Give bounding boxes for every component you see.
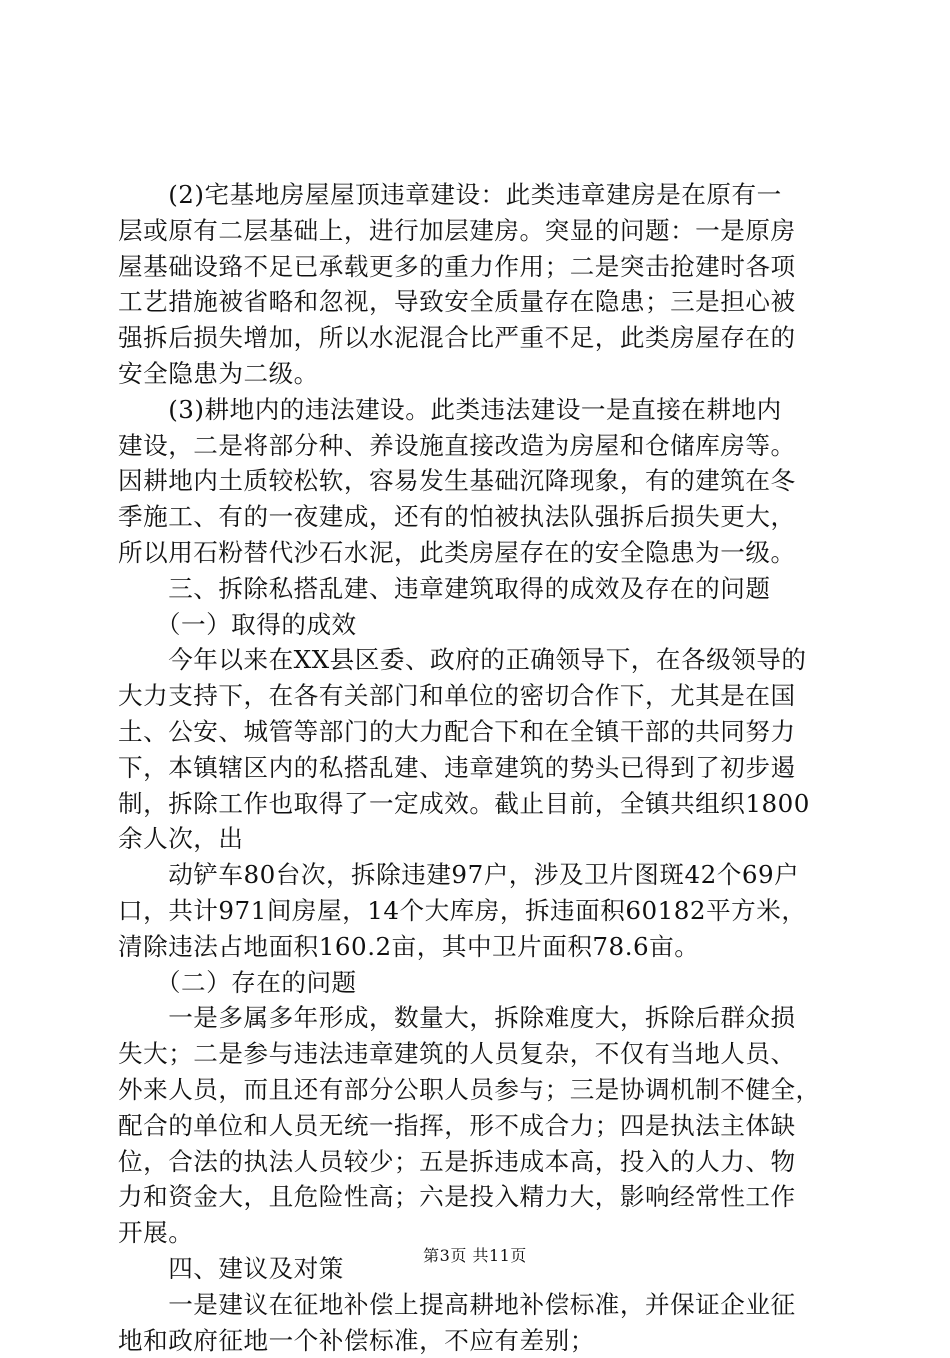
text-line: (3)耕地内的违法建设。此类违法建设一是直接在耕地内 <box>118 392 830 428</box>
text-line: 一是建议在征地补偿上提高耕地补偿标准，并保证企业征 <box>118 1287 830 1323</box>
text-line: 力和资金大，且危险性高；六是投入精力大，影响经常性工作 <box>118 1179 830 1215</box>
text-line: 制，拆除工作也取得了一定成效。截止目前，全镇共组织1800 <box>118 786 830 822</box>
section-heading: 四、建议及对策 <box>118 1251 830 1287</box>
section-heading: 三、拆除私搭乱建、违章建筑取得的成效及存在的问题 <box>118 571 830 607</box>
subsection-heading: （二）存在的问题 <box>118 965 830 1001</box>
text-line: 清除违法占地面积160.2亩，其中卫片面积78.6亩。 <box>118 929 830 965</box>
text-line: 配合的单位和人员无统一指挥，形不成合力；四是执法主体缺 <box>118 1108 830 1144</box>
text-line: 失大；二是参与违法违章建筑的人员复杂，不仅有当地人员、 <box>118 1036 830 1072</box>
text-line: 余人次，出 <box>118 821 830 857</box>
text-line: 季施工、有的一夜建成，还有的怕被执法队强拆后损失更大， <box>118 499 830 535</box>
text-line: 位，合法的执法人员较少；五是拆违成本高，投入的人力、物 <box>118 1144 830 1180</box>
text-line: 土、公安、城管等部门的大力配合下和在全镇干部的共同努力 <box>118 714 830 750</box>
text-line: 建设，二是将部分种、养设施直接改造为房屋和仓储库房等。 <box>118 428 830 464</box>
text-line: 地和政府征地一个补偿标准，不应有差别； <box>118 1323 830 1358</box>
document-body <box>118 177 830 1358</box>
text-line: 口，共计971间房屋，14个大库房，拆违面积60182平方米， <box>118 893 830 929</box>
text-line: 因耕地内土质较松软，容易发生基础沉降现象，有的建筑在冬 <box>118 463 830 499</box>
text-line: 屋基础设臵不足已承载更多的重力作用；二是突击抢建时各项 <box>118 249 830 285</box>
text-line: 层或原有二层基础上，进行加层建房。突显的问题：一是原房 <box>118 213 830 249</box>
text-line: 外来人员，而且还有部分公职人员参与；三是协调机制不健全， <box>118 1072 830 1108</box>
text-line: 今年以来在XX县区委、政府的正确领导下，在各级领导的 <box>118 642 830 678</box>
text-line: 一是多属多年形成，数量大，拆除难度大，拆除后群众损 <box>118 1000 830 1036</box>
text-line: 强拆后损失增加，所以水泥混合比严重不足，此类房屋存在的 <box>118 320 830 356</box>
text-line: 工艺措施被省略和忽视，导致安全质量存在隐患；三是担心被 <box>118 284 830 320</box>
subsection-heading: （一）取得的成效 <box>118 607 830 643</box>
text-line: 安全隐患为二级。 <box>118 356 830 392</box>
text-line: 下，本镇辖区内的私搭乱建、违章建筑的势头已得到了初步遏 <box>118 750 830 786</box>
text-line: 开展。 <box>118 1215 830 1251</box>
page-footer: 第3页 共11页 <box>0 1243 950 1266</box>
text-line: 所以用石粉替代沙石水泥，此类房屋存在的安全隐患为一级。 <box>118 535 830 571</box>
text-line: 大力支持下，在各有关部门和单位的密切合作下，尤其是在国 <box>118 678 830 714</box>
text-line: (2)宅基地房屋屋顶违章建设：此类违章建房是在原有一 <box>118 177 830 213</box>
text-line: 动铲车80台次，拆除违建97户，涉及卫片图斑42个69户 <box>118 857 830 893</box>
